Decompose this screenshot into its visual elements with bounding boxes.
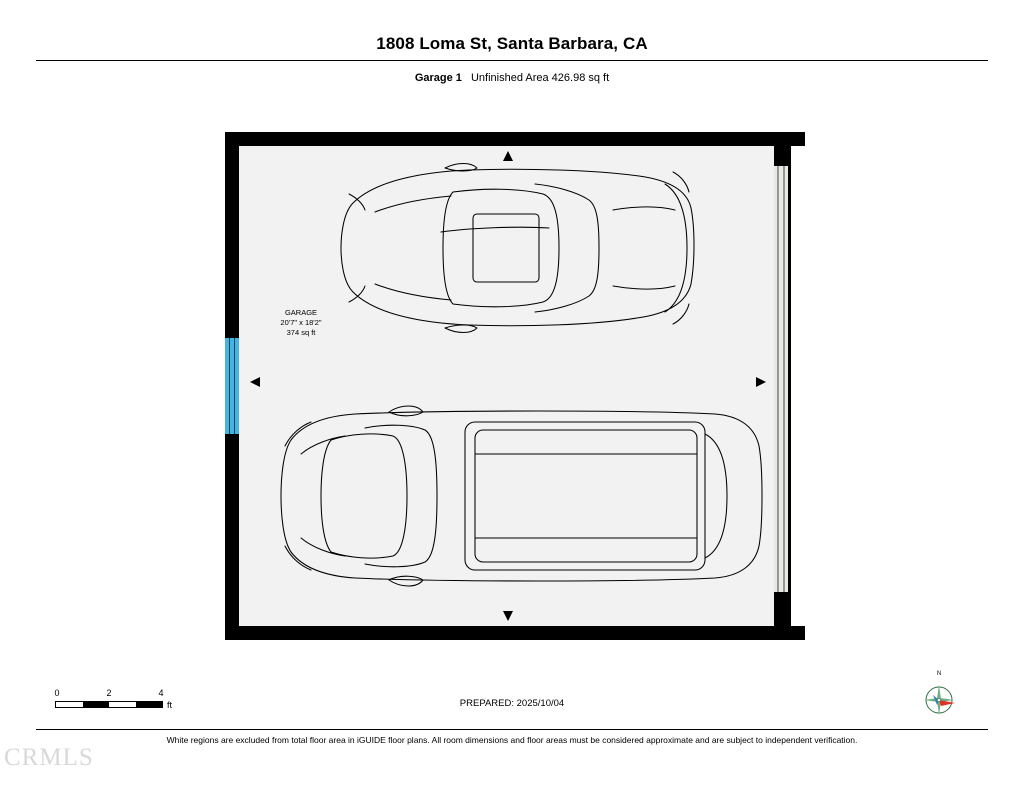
floor-area	[239, 146, 791, 626]
prepared-date: PREPARED: 2025/10/04	[459, 698, 565, 709]
level-area: Unfinished Area 426.98 sq ft	[470, 72, 610, 84]
garage-door-left	[225, 338, 239, 434]
floor-plan	[225, 132, 805, 640]
title-divider	[36, 60, 988, 61]
disclaimer-text: White regions are excluded from total floor area in iGUIDE floor plans. All room dimensions and floor areas must be considered approximate and are subject to independent verification.	[166, 735, 858, 745]
scale-tick-0: 0	[54, 688, 60, 698]
window-right	[774, 166, 788, 592]
compass-north-label: N	[936, 671, 942, 677]
level-label: Garage 1	[414, 72, 462, 84]
watermark: CRMLS	[4, 744, 94, 771]
page-title: 1808 Loma St, Santa Barbara, CA	[376, 34, 648, 53]
room-name: GARAGE	[284, 308, 318, 317]
scale-tick-1: 2	[106, 688, 112, 698]
level-summary	[0, 72, 1024, 84]
scale-tick-2: 4	[158, 688, 164, 698]
scale-unit: ft	[167, 700, 173, 710]
room-area: 374 sq ft	[286, 328, 316, 337]
compass-rose-icon	[915, 672, 963, 720]
footer-divider	[36, 729, 988, 730]
room-dimensions: 20'7" x 18'2"	[280, 318, 322, 327]
compass-rose	[915, 672, 963, 720]
